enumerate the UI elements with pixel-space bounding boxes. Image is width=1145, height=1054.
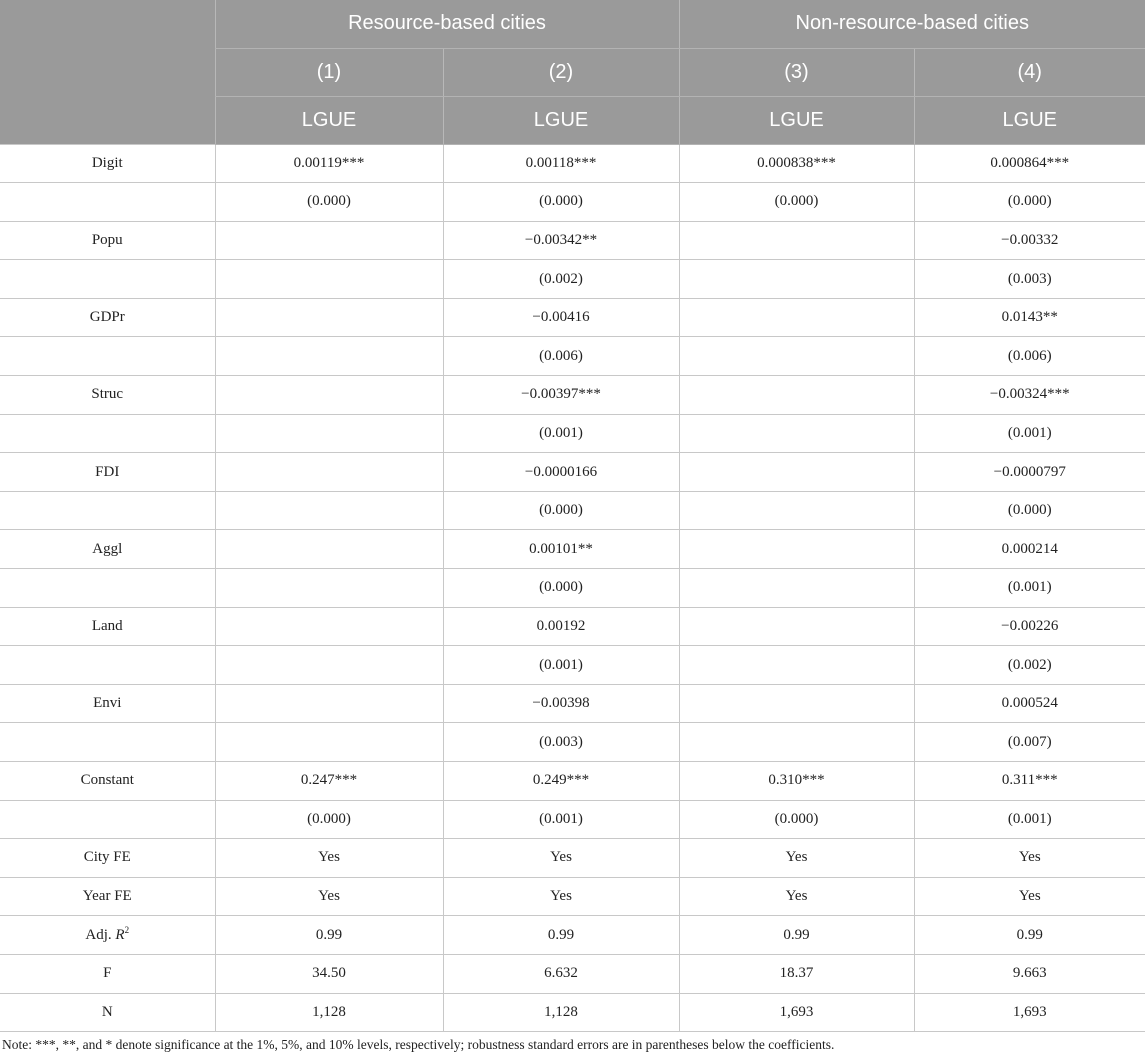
header-row-groups bbox=[0, 0, 1145, 48]
table-row bbox=[0, 144, 1145, 183]
table-cell: 1,693 bbox=[914, 993, 1145, 1032]
table-cell: −0.00397*** bbox=[443, 376, 679, 415]
table-cell bbox=[679, 376, 914, 415]
table-cell: Yes bbox=[443, 877, 679, 916]
table-cell bbox=[679, 453, 914, 492]
table-cell: (0.001) bbox=[914, 569, 1145, 608]
header-corner bbox=[0, 0, 215, 144]
table-cell: 0.000524 bbox=[914, 684, 1145, 723]
table-cell: 0.99 bbox=[215, 916, 443, 955]
table-cell: 0.00118*** bbox=[443, 144, 679, 183]
table-cell bbox=[215, 491, 443, 530]
table-cell: 0.247*** bbox=[215, 762, 443, 801]
table-cell bbox=[679, 646, 914, 685]
table-cell: 0.99 bbox=[443, 916, 679, 955]
table-cell bbox=[215, 646, 443, 685]
row-label: Aggl bbox=[0, 530, 215, 569]
table-cell: −0.00324*** bbox=[914, 376, 1145, 415]
table-cell bbox=[679, 491, 914, 530]
table-row bbox=[0, 491, 1145, 530]
table-row bbox=[0, 376, 1145, 415]
table-cell: (0.001) bbox=[914, 800, 1145, 839]
row-label: GDPr bbox=[0, 298, 215, 337]
row-label bbox=[0, 491, 215, 530]
table-cell: (0.006) bbox=[443, 337, 679, 376]
table-cell: (0.003) bbox=[914, 260, 1145, 299]
table-cell: Yes bbox=[215, 839, 443, 878]
table-cell: (0.001) bbox=[443, 800, 679, 839]
header-col-number: (4) bbox=[914, 48, 1145, 96]
table-row bbox=[0, 183, 1145, 222]
table-cell: −0.00226 bbox=[914, 607, 1145, 646]
table-row bbox=[0, 414, 1145, 453]
header-dep-var: LGUE bbox=[443, 96, 679, 144]
table-cell: 1,128 bbox=[443, 993, 679, 1032]
row-label: N bbox=[0, 993, 215, 1032]
table-cell bbox=[679, 414, 914, 453]
row-label bbox=[0, 916, 215, 955]
table-cell bbox=[215, 723, 443, 762]
table-cell bbox=[215, 684, 443, 723]
table-cell: (0.002) bbox=[914, 646, 1145, 685]
table-cell bbox=[679, 607, 914, 646]
table-cell bbox=[215, 221, 443, 260]
table-cell bbox=[679, 569, 914, 608]
table-row bbox=[0, 298, 1145, 337]
row-label bbox=[0, 646, 215, 685]
row-label: Envi bbox=[0, 684, 215, 723]
adj-r2-var: R bbox=[115, 926, 125, 943]
table-cell: −0.0000166 bbox=[443, 453, 679, 492]
table-cell: Yes bbox=[215, 877, 443, 916]
table-cell: (0.000) bbox=[914, 491, 1145, 530]
table-cell: (0.006) bbox=[914, 337, 1145, 376]
table-cell: 0.310*** bbox=[679, 762, 914, 801]
table-body bbox=[0, 144, 1145, 1032]
table-cell: 0.99 bbox=[679, 916, 914, 955]
table-row bbox=[0, 916, 1145, 955]
header-col-number: (2) bbox=[443, 48, 679, 96]
header-dep-var: LGUE bbox=[679, 96, 914, 144]
table-cell bbox=[215, 376, 443, 415]
table-cell bbox=[215, 453, 443, 492]
table-cell: 0.000838*** bbox=[679, 144, 914, 183]
adj-r2-prefix: Adj. bbox=[85, 926, 116, 943]
table-cell bbox=[215, 260, 443, 299]
row-label: Popu bbox=[0, 221, 215, 260]
table-cell: Yes bbox=[679, 839, 914, 878]
table-row bbox=[0, 607, 1145, 646]
table-cell: 0.000214 bbox=[914, 530, 1145, 569]
table-cell: (0.003) bbox=[443, 723, 679, 762]
row-label bbox=[0, 723, 215, 762]
table-cell: (0.000) bbox=[679, 183, 914, 222]
header-dep-var: LGUE bbox=[215, 96, 443, 144]
table-row bbox=[0, 800, 1145, 839]
table-cell: Yes bbox=[443, 839, 679, 878]
row-label bbox=[0, 260, 215, 299]
table-cell: (0.001) bbox=[914, 414, 1145, 453]
table-cell: (0.000) bbox=[914, 183, 1145, 222]
table-cell: 1,693 bbox=[679, 993, 914, 1032]
table-cell: (0.000) bbox=[443, 569, 679, 608]
row-label bbox=[0, 337, 215, 376]
table-cell bbox=[679, 723, 914, 762]
row-label bbox=[0, 183, 215, 222]
table-note: Note: ***, **, and * denote significance at the 1%, 5%, and 10% levels, respectively; robustness standard errors are in parentheses below the coefficients. bbox=[2, 1037, 835, 1052]
table-row bbox=[0, 954, 1145, 993]
table-row bbox=[0, 762, 1145, 801]
row-label bbox=[0, 414, 215, 453]
table-cell: Yes bbox=[679, 877, 914, 916]
table-cell: Yes bbox=[914, 839, 1145, 878]
table-cell bbox=[679, 530, 914, 569]
table-row bbox=[0, 530, 1145, 569]
row-label: Digit bbox=[0, 144, 215, 183]
table-cell bbox=[215, 414, 443, 453]
table-cell: −0.00332 bbox=[914, 221, 1145, 260]
header-col-number: (1) bbox=[215, 48, 443, 96]
table-cell: 0.00101** bbox=[443, 530, 679, 569]
table-cell: (0.000) bbox=[443, 491, 679, 530]
table-cell: 9.663 bbox=[914, 954, 1145, 993]
table-cell bbox=[679, 684, 914, 723]
row-label: FDI bbox=[0, 453, 215, 492]
table-cell: (0.000) bbox=[215, 183, 443, 222]
table-cell: (0.000) bbox=[443, 183, 679, 222]
table-row bbox=[0, 221, 1145, 260]
table-cell bbox=[215, 607, 443, 646]
table-row bbox=[0, 993, 1145, 1032]
table-row bbox=[0, 877, 1145, 916]
table-row bbox=[0, 260, 1145, 299]
table-cell: 34.50 bbox=[215, 954, 443, 993]
table-cell bbox=[215, 530, 443, 569]
table-row bbox=[0, 684, 1145, 723]
header-col-number: (3) bbox=[679, 48, 914, 96]
table-cell: (0.000) bbox=[215, 800, 443, 839]
table-cell: 0.0143** bbox=[914, 298, 1145, 337]
table-cell: −0.00342** bbox=[443, 221, 679, 260]
table-cell: 1,128 bbox=[215, 993, 443, 1032]
table-row bbox=[0, 337, 1145, 376]
table-cell bbox=[679, 298, 914, 337]
table-cell bbox=[215, 298, 443, 337]
table-cell: 18.37 bbox=[679, 954, 914, 993]
table-row bbox=[0, 646, 1145, 685]
table-cell bbox=[679, 337, 914, 376]
table-cell: 6.632 bbox=[443, 954, 679, 993]
table-cell: (0.001) bbox=[443, 414, 679, 453]
table-cell: 0.99 bbox=[914, 916, 1145, 955]
table-row bbox=[0, 453, 1145, 492]
table-cell: −0.00398 bbox=[443, 684, 679, 723]
table-cell: −0.0000797 bbox=[914, 453, 1145, 492]
table-cell bbox=[215, 569, 443, 608]
table-cell: 0.00192 bbox=[443, 607, 679, 646]
table-cell: 0.311*** bbox=[914, 762, 1145, 801]
row-label: Struc bbox=[0, 376, 215, 415]
table-row bbox=[0, 569, 1145, 608]
header-group-resource: Resource-based cities bbox=[215, 0, 679, 48]
row-label: F bbox=[0, 954, 215, 993]
table-cell: −0.00416 bbox=[443, 298, 679, 337]
table-row bbox=[0, 839, 1145, 878]
row-label bbox=[0, 800, 215, 839]
adj-r2-sup: 2 bbox=[124, 924, 130, 935]
table-cell: 0.00119*** bbox=[215, 144, 443, 183]
table-cell: (0.007) bbox=[914, 723, 1145, 762]
row-label: Year FE bbox=[0, 877, 215, 916]
row-label bbox=[0, 569, 215, 608]
table-cell: 0.249*** bbox=[443, 762, 679, 801]
table-cell: (0.000) bbox=[679, 800, 914, 839]
header-group-nonresource: Non-resource-based cities bbox=[679, 0, 1145, 48]
row-label: Land bbox=[0, 607, 215, 646]
table-cell: (0.001) bbox=[443, 646, 679, 685]
table-cell: Yes bbox=[914, 877, 1145, 916]
row-label: Constant bbox=[0, 762, 215, 801]
table-cell bbox=[679, 260, 914, 299]
table-cell bbox=[679, 221, 914, 260]
row-label: City FE bbox=[0, 839, 215, 878]
table-row bbox=[0, 723, 1145, 762]
table-cell: (0.002) bbox=[443, 260, 679, 299]
table-cell bbox=[215, 337, 443, 376]
table-cell: 0.000864*** bbox=[914, 144, 1145, 183]
header-dep-var: LGUE bbox=[914, 96, 1145, 144]
